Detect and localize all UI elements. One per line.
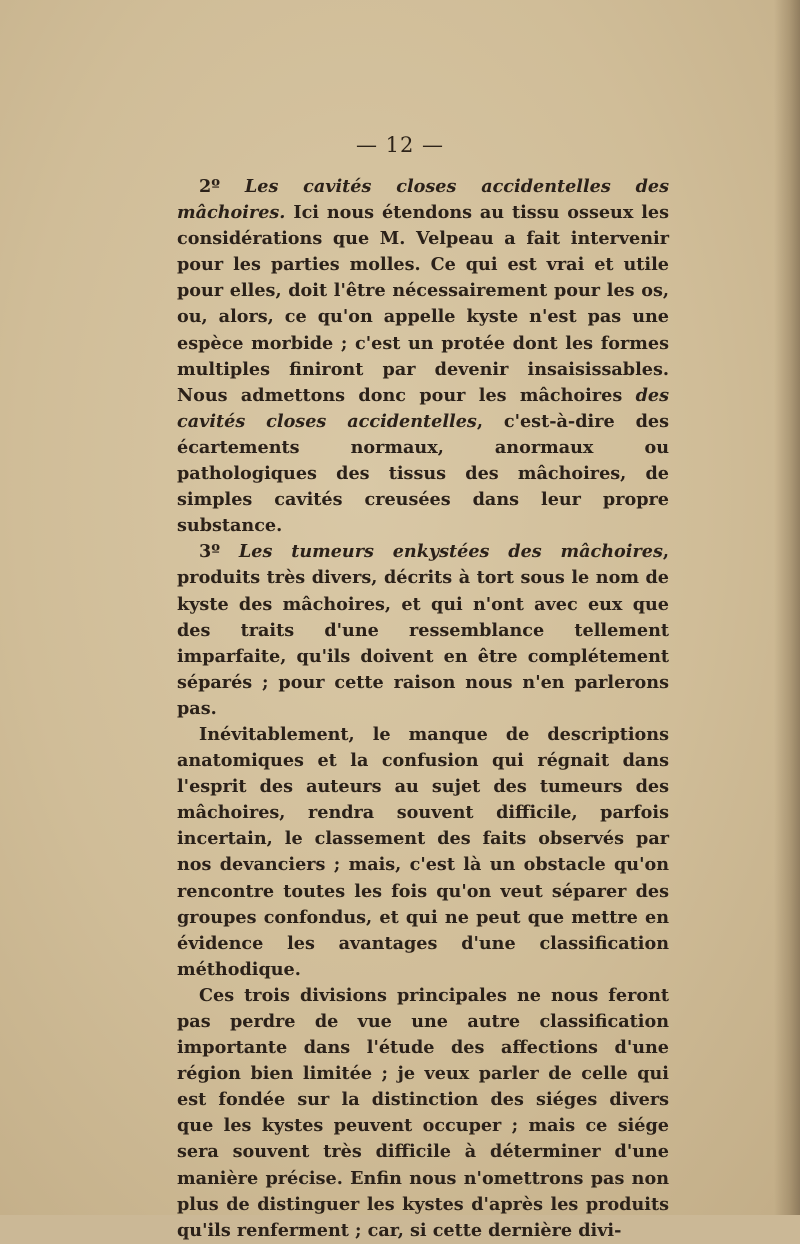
italic-text-run: Les tumeurs enkystées des mâchoires [238,541,663,563]
page-number: — 12 — [355,133,445,157]
text-run: Inévitablement, le manque de descriptions anatomiques et la confusion qui régnait dans l'esprit des auteurs au sujet des tumeurs des mâchoires, rendra souvent difficile, parfois incertain, le classement des faits observés par nos devanciers ; mais, c'est là un obstacle qu'on rencontre toutes les fois qu'on veut séparer des groupes confondus, et qui ne peut que mettre en évidence les avantages d'une classification méthodique. [177,723,669,980]
paragraph-trois-divisions [177,983,669,1244]
text-run: 2º [199,176,245,197]
italic-text-run: des cavités closes accidentelles [177,384,669,432]
text-run: , produits très divers, décrits à tort sous le nom de kyste des mâchoires, et qui n'ont avec eux que des traits d'une ressemblance tellement imparfaite, qu'ils doivent en être complétement séparés ; pour cette raison nous n'en parlerons pas. [177,541,669,719]
paragraph-cavites-closes [177,174,669,539]
body-text [177,174,669,1244]
text-run: , c'est-à-dire des écartements normaux, anormaux ou pathologiques des tissus des mâchoires, de simples cavités creusées dans leur propre substance. [177,410,669,537]
paragraph-inevitablement [177,722,669,983]
text-run: 3º [199,541,239,563]
paragraph-tumeurs-enkystees [177,539,669,722]
text-run: Ces trois divisions principales ne nous feront pas perdre de vue une autre classification importante dans l'étude des affections d'une région bien limitée ; je veux parler de celle qui est fondée sur la distinction des siéges divers que les kystes peuvent occuper ; mais ce siége sera souvent très difficile à déterminer d'une manière précise. Enfin nous n'omettrons pas non plus de distinguer les kystes d'après les produits qu'ils renferment ; car, si cette dernière divi- [177,984,669,1241]
text-run: Ici nous étendons au tissu osseux les considérations que M. Velpeau a fait intervenir pour les parties molles. Ce qui est vrai et utile pour elles, doit l'être nécessairement pour les os, ou, alors, ce qu'on appelle kyste n'est pas une espèce morbide ; c'est un protée dont les formes multiples finiront par devenir insaisissables. Nous admettons donc pour les mâchoires [177,202,669,406]
page-edge-shadow [774,0,800,1215]
italic-text-run: Les cavités closes accidentelles des mâchoires. [177,176,669,224]
